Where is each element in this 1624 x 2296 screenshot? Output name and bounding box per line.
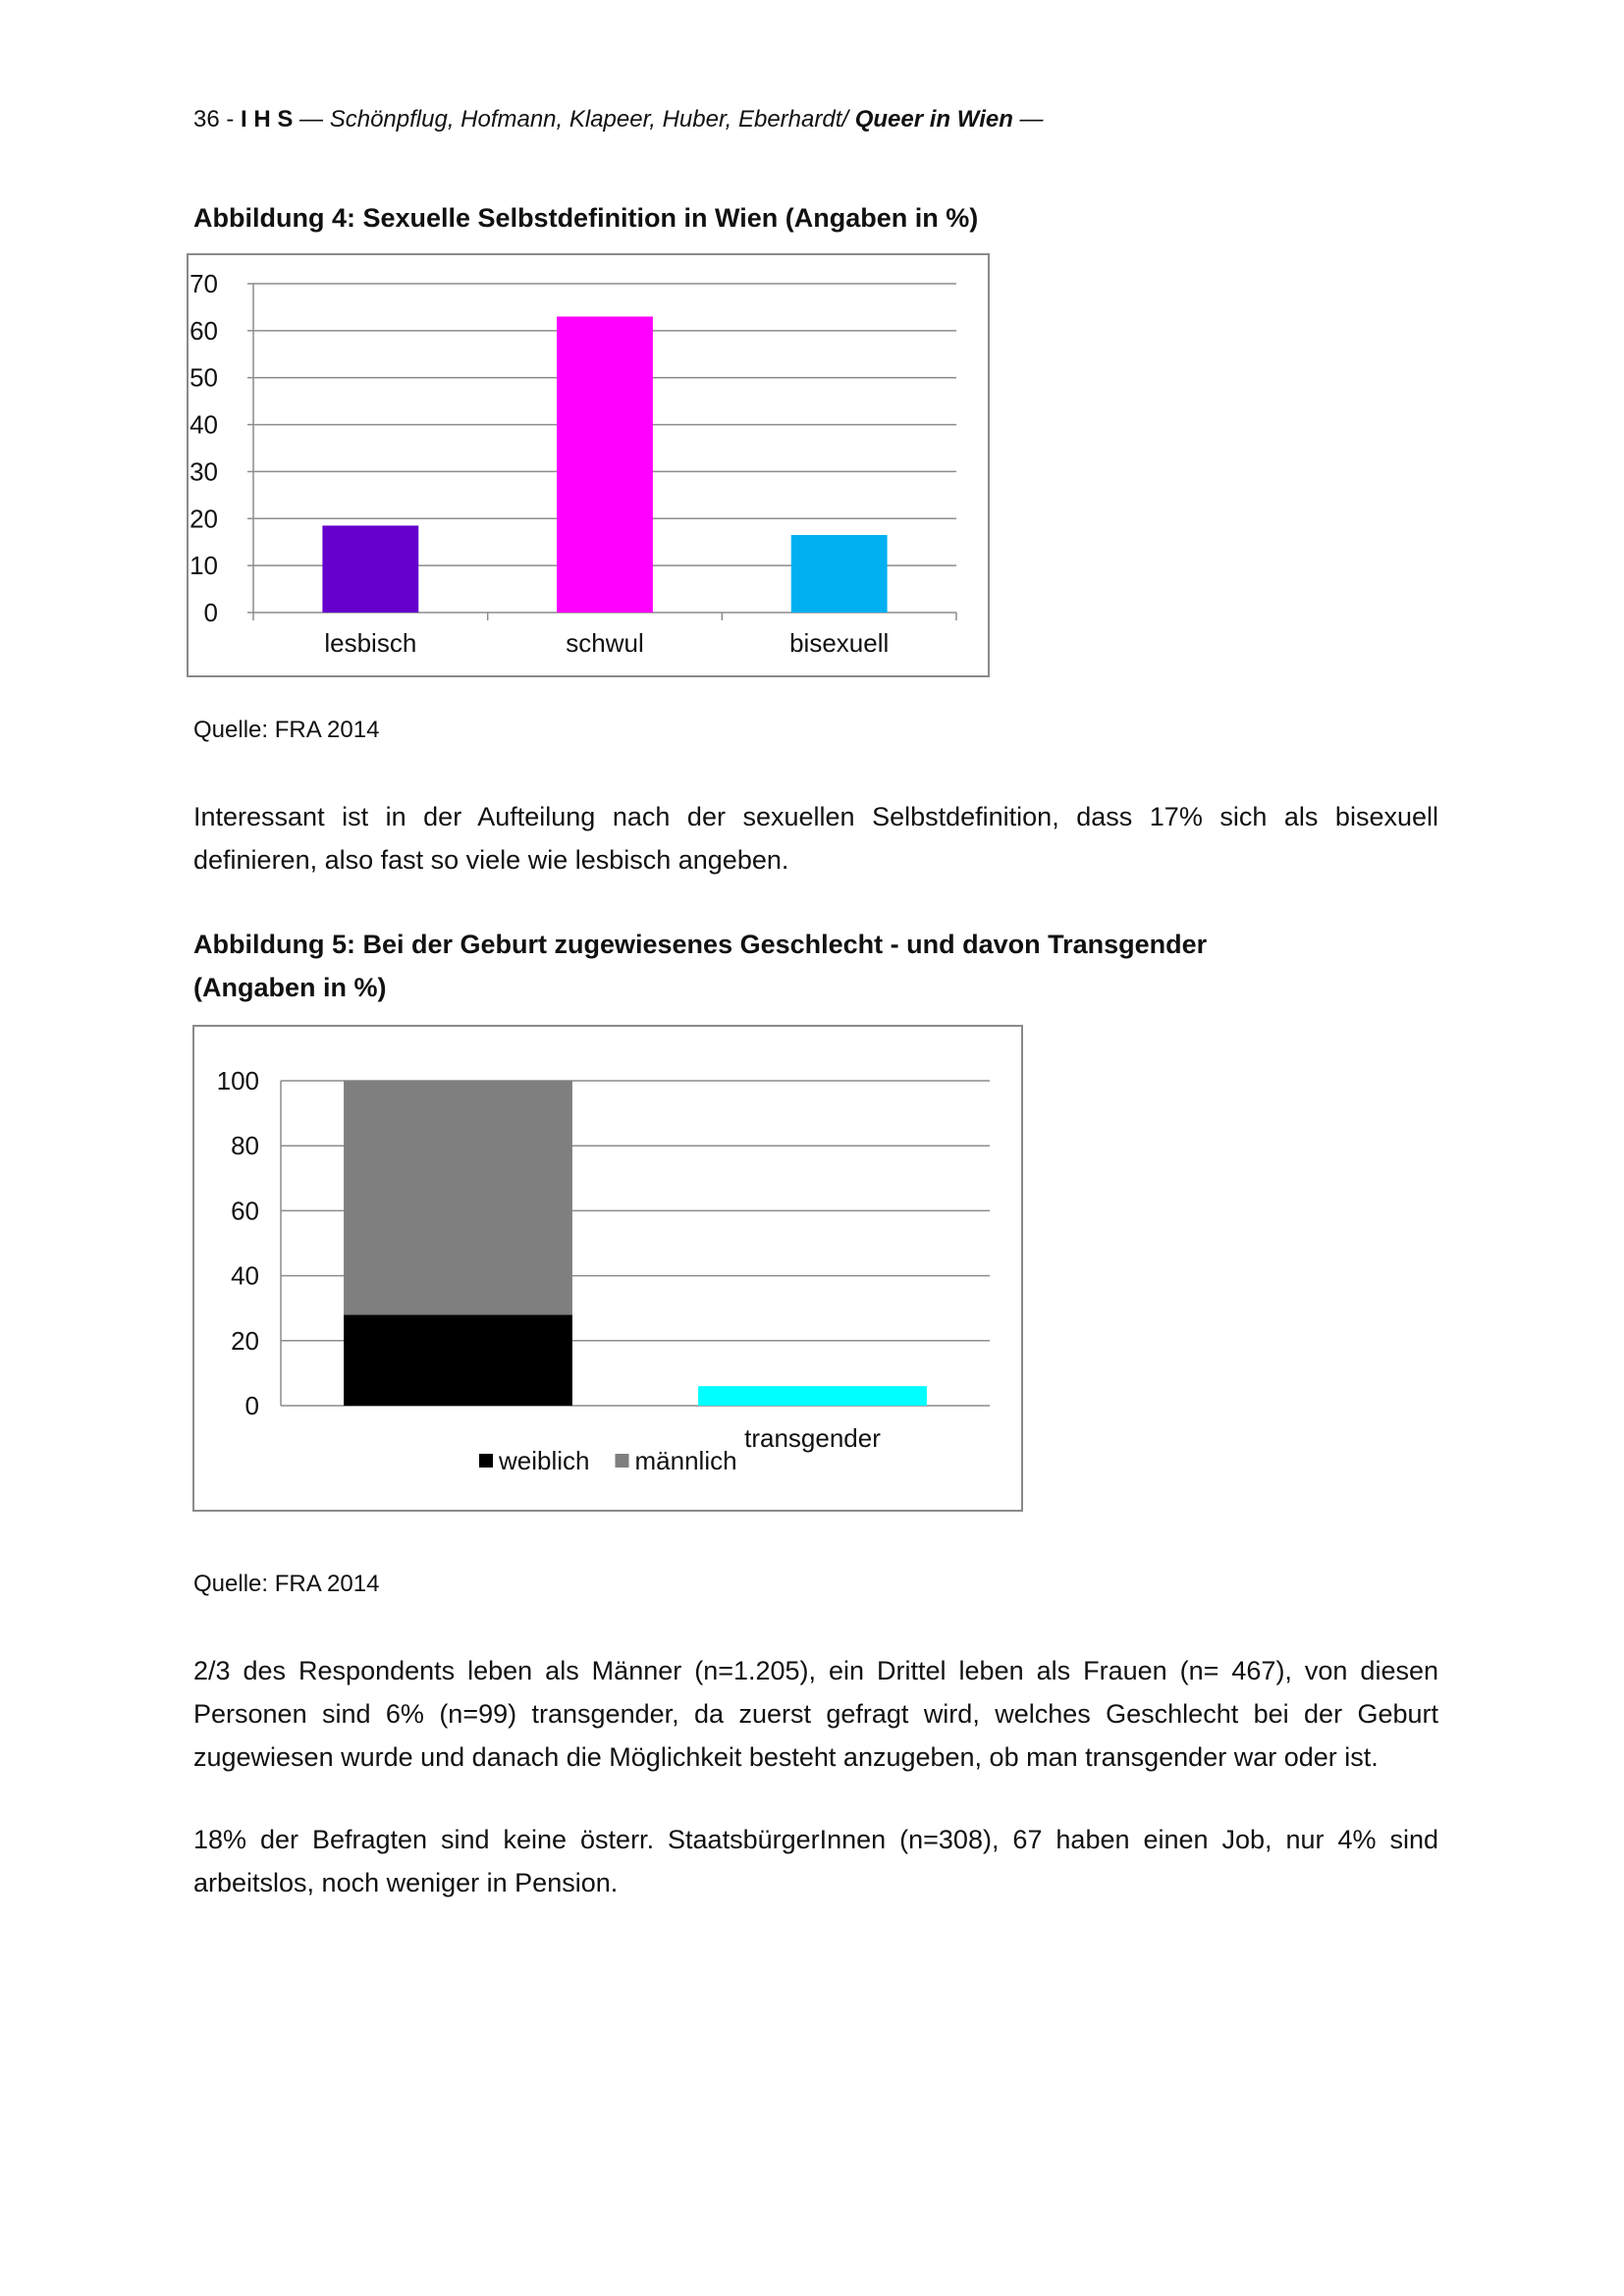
y-tick-label: 80: [231, 1131, 259, 1161]
y-tick-label: 70: [189, 269, 218, 298]
x-tick-label-lesbisch: lesbisch: [324, 628, 417, 658]
legend-label-männlich: männlich: [634, 1446, 737, 1475]
figure5-caption: [193, 923, 1207, 1009]
x-tick-label-bisexuell: bisexuell: [789, 628, 890, 658]
y-tick-label: 60: [189, 315, 218, 346]
legend-swatch-männlich: [616, 1454, 629, 1468]
y-tick-label: 30: [189, 456, 218, 487]
y-tick-label: 100: [216, 1066, 259, 1095]
figure4-chart: [189, 255, 988, 675]
y-tick-label: 20: [231, 1325, 259, 1356]
bar-lesbisch: [322, 525, 418, 613]
y-tick-label: 10: [189, 551, 218, 581]
y-tick-label: 50: [189, 362, 218, 393]
bar-segment-männlich: [344, 1081, 572, 1314]
figure5-source: Quelle: FRA 2014: [193, 1571, 380, 1597]
x-tick-label-transgender: transgender: [744, 1423, 881, 1453]
legend-label-weiblich: weiblich: [499, 1446, 590, 1475]
figure5-chart-frame: [192, 1025, 1023, 1512]
legend-swatch-weiblich: [479, 1454, 493, 1468]
figure5-chart: [194, 1027, 1021, 1510]
figure4-source: Quelle: FRA 2014: [193, 717, 380, 743]
y-tick-label: 0: [244, 1391, 259, 1420]
paragraph-1: Interessant ist in der Aufteilung nach der sexuellen Selbstdefinition, dass 17% sich als bisexuell definieren, also fast so viele wie lesbisch angeben.: [193, 802, 1438, 875]
header-title: Queer in Wien: [854, 106, 1013, 133]
bar-schwul: [557, 317, 653, 614]
figure5-caption-line2: (Angaben in %): [193, 973, 387, 1002]
x-tick-label-schwul: schwul: [566, 628, 644, 658]
y-tick-label: 0: [203, 598, 218, 627]
paragraph-2: 2/3 des Respondents leben als Männer (n=1.205), ein Drittel leben als Frauen (n= 467), von diesen Personen sind 6% (n=99) transgender, da zuerst gefragt wird, welches Geschlecht bei der Geburt zugewiesen wurde und danach die Möglichkeit besteht anzugeben, ob man transgender war oder ist.: [193, 1656, 1438, 1772]
y-tick-label: 40: [189, 409, 218, 440]
header-dash-2: —: [1019, 106, 1044, 133]
y-tick-label: 20: [189, 504, 218, 534]
y-tick-label: 40: [231, 1260, 259, 1291]
y-tick-label: 60: [231, 1196, 259, 1226]
bar-segment-weiblich: [344, 1314, 572, 1406]
figure5-caption-line1: Abbildung 5: Bei der Geburt zugewiesenes Geschlecht - und davon Transgender: [193, 930, 1208, 959]
bar-segment-transgender: [698, 1386, 927, 1406]
running-header: [193, 106, 1044, 133]
header-authors: Schönpflug, Hofmann, Klapeer, Huber, Eberhardt/: [329, 106, 849, 133]
page-number: 36 -: [193, 106, 235, 133]
figure4-chart-frame: [187, 253, 990, 677]
header-dash-1: —: [299, 106, 324, 133]
bar-bisexuell: [791, 535, 888, 613]
institute-name: I H S: [241, 106, 294, 133]
paragraph-3: 18% der Befragten sind keine österr. StaatsbürgerInnen (n=308), 67 haben einen Job, nur 4% sind arbeitslos, noch weniger in Pension.: [193, 1825, 1438, 1897]
figure4-caption: Abbildung 4: Sexuelle Selbstdefinition in Wien (Angaben in %): [193, 203, 979, 233]
